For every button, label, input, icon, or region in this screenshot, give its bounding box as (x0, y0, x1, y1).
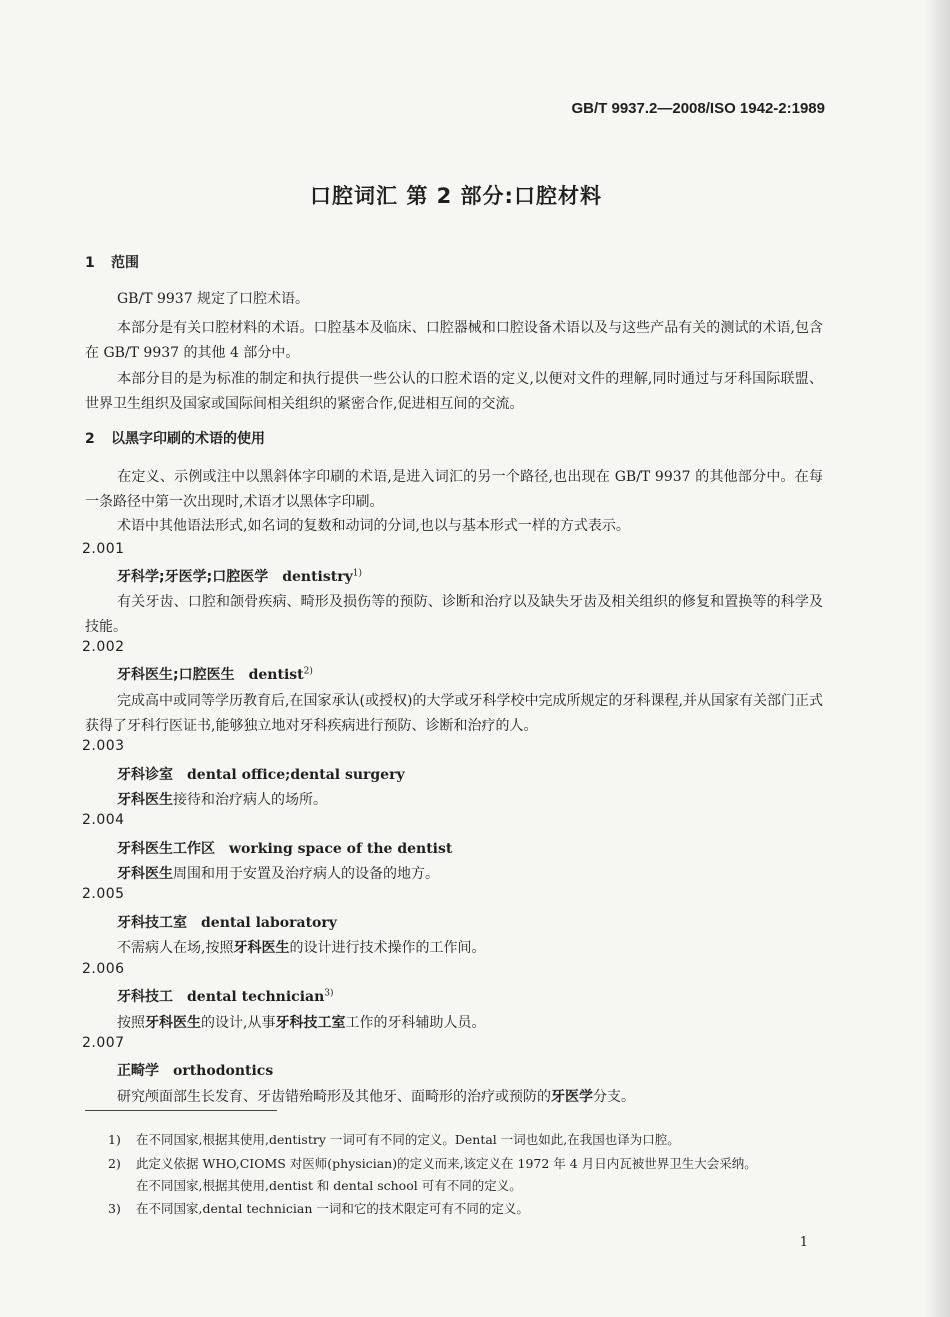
section-1-heading (85, 252, 139, 272)
section-1-paragraph-3: 本部分目的是为标准的制定和执行提供一些公认的口腔术语的定义,以便对文件的理解,同时通过与牙科国际联盟、世界卫生组织及国家或国际间相关组织的紧密合作,促进相互间的交流。 (85, 371, 823, 412)
term-english: dental technician (187, 989, 325, 1005)
footnote-2: 2) 此定义依据 WHO,CIOMS 对医师(physician)的定义而来,该定义在 1972 年 4 月日内瓦被世界卫生大会采纳。 (108, 1156, 757, 1171)
section-2-paragraph-2: 术语中其他语法形式,如名词的复数和动词的分词,也以与基本形式一样的方式表示。 (117, 518, 630, 534)
entry-code: 2.007 (82, 1035, 125, 1051)
entry-definition: 不需病人在场,按照牙科医生的设计进行技术操作的工作间。 (117, 940, 486, 956)
section-number: 1 (85, 255, 95, 271)
entry-term (117, 912, 337, 932)
page-number: 1 (799, 1235, 808, 1250)
entry-code: 2.006 (82, 961, 125, 977)
entry-code: 2.005 (82, 886, 125, 902)
term-english: dental laboratory (201, 915, 337, 931)
entry-definition: 牙科医生周围和用于安置及治疗病人的设备的地方。 (117, 866, 439, 882)
term-english: dentistry (282, 569, 353, 585)
entry-code: 2.004 (82, 812, 125, 828)
section-2-paragraph-1: 在定义、示例或注中以黑斜体字印刷的术语,是进入词汇的另一个路径,也出现在 GB/T 9937 的其他部分中。在每一条路径中第一次出现时,术语才以黑体字印刷。 (85, 469, 823, 510)
term-english: orthodontics (173, 1063, 274, 1079)
entry-term (117, 566, 362, 586)
entry-definition: 牙科医生接待和治疗病人的场所。 (117, 792, 327, 808)
entry-code: 2.002 (82, 639, 125, 655)
term-chinese: 牙科学;牙医学;口腔医学 (117, 569, 269, 585)
term-english: dentist (248, 667, 304, 683)
section-title: 以黑字印刷的术语的使用 (111, 431, 265, 447)
entry-definition: 研究颅面部生长发育、牙齿错殆畸形及其他牙、面畸形的治疗或预防的牙医学分支。 (117, 1089, 635, 1105)
term-chinese: 牙科医生;口腔医生 (117, 667, 235, 683)
footnote-1: 1) 在不同国家,根据其使用,dentistry 一词可有不同的定义。Dental 一词也如此,在我国也译为口腔。 (108, 1132, 680, 1147)
footnote-divider (85, 1110, 277, 1111)
entry-definition: 按照牙科医生的设计,从事牙科技工室工作的牙科辅助人员。 (117, 1015, 486, 1031)
footnote-2-continued: 在不同国家,根据其使用,dentist 和 dental school 可有不同的定义。 (136, 1178, 522, 1193)
term-chinese: 牙科医生工作区 (117, 841, 215, 857)
term-english: dental office;dental surgery (187, 767, 405, 783)
footnote-marker: 3) (324, 988, 334, 999)
footnote-3: 3) 在不同国家,dental technician 一词和它的技术限定可有不同的定义。 (108, 1201, 529, 1216)
section-1-paragraph-2: 本部分是有关口腔材料的术语。口腔基本及临床、口腔器械和口腔设备术语以及与这些产品有关的测试的术语,包含在 GB/T 9937 的其他 4 部分中。 (85, 320, 823, 361)
entry-term (117, 1060, 273, 1080)
term-chinese: 牙科技工室 (117, 915, 187, 931)
entry-definition: 有关牙齿、口腔和颌骨疾病、畸形及损伤等的预防、诊断和治疗以及缺失牙齿及相关组织的修复和置换等的科学及技能。 (85, 594, 823, 635)
standard-number: GB/T 9937.2—2008/ISO 1942-2:1989 (571, 100, 825, 117)
term-chinese: 牙科技工 (117, 989, 173, 1005)
document-title: 口腔词汇 第 2 部分:口腔材料 (310, 184, 602, 208)
section-title: 范围 (111, 255, 139, 271)
section-2-heading (85, 428, 265, 448)
section-number: 2 (85, 431, 95, 447)
entry-term (117, 838, 452, 858)
entry-definition: 完成高中或同等学历教育后,在国家承认(或授权)的大学或牙科学校中完成所规定的牙科课程,并从国家有关部门正式获得了牙科行医证书,能够独立地对牙科疾病进行预防、诊断和治疗的人。 (85, 693, 823, 734)
section-1-paragraph-1: GB/T 9937 规定了口腔术语。 (117, 291, 310, 307)
entry-code: 2.003 (82, 738, 125, 754)
entry-term (117, 664, 313, 684)
term-english: working space of the dentist (229, 841, 453, 857)
entry-term (117, 764, 405, 784)
scan-edge-shadow (924, 0, 950, 1317)
entry-code: 2.001 (82, 541, 125, 557)
footnote-marker: 1) (352, 568, 362, 579)
entry-term (117, 986, 334, 1006)
footnote-marker: 2) (303, 666, 313, 677)
term-chinese: 正畸学 (117, 1063, 159, 1079)
term-chinese: 牙科诊室 (117, 767, 173, 783)
